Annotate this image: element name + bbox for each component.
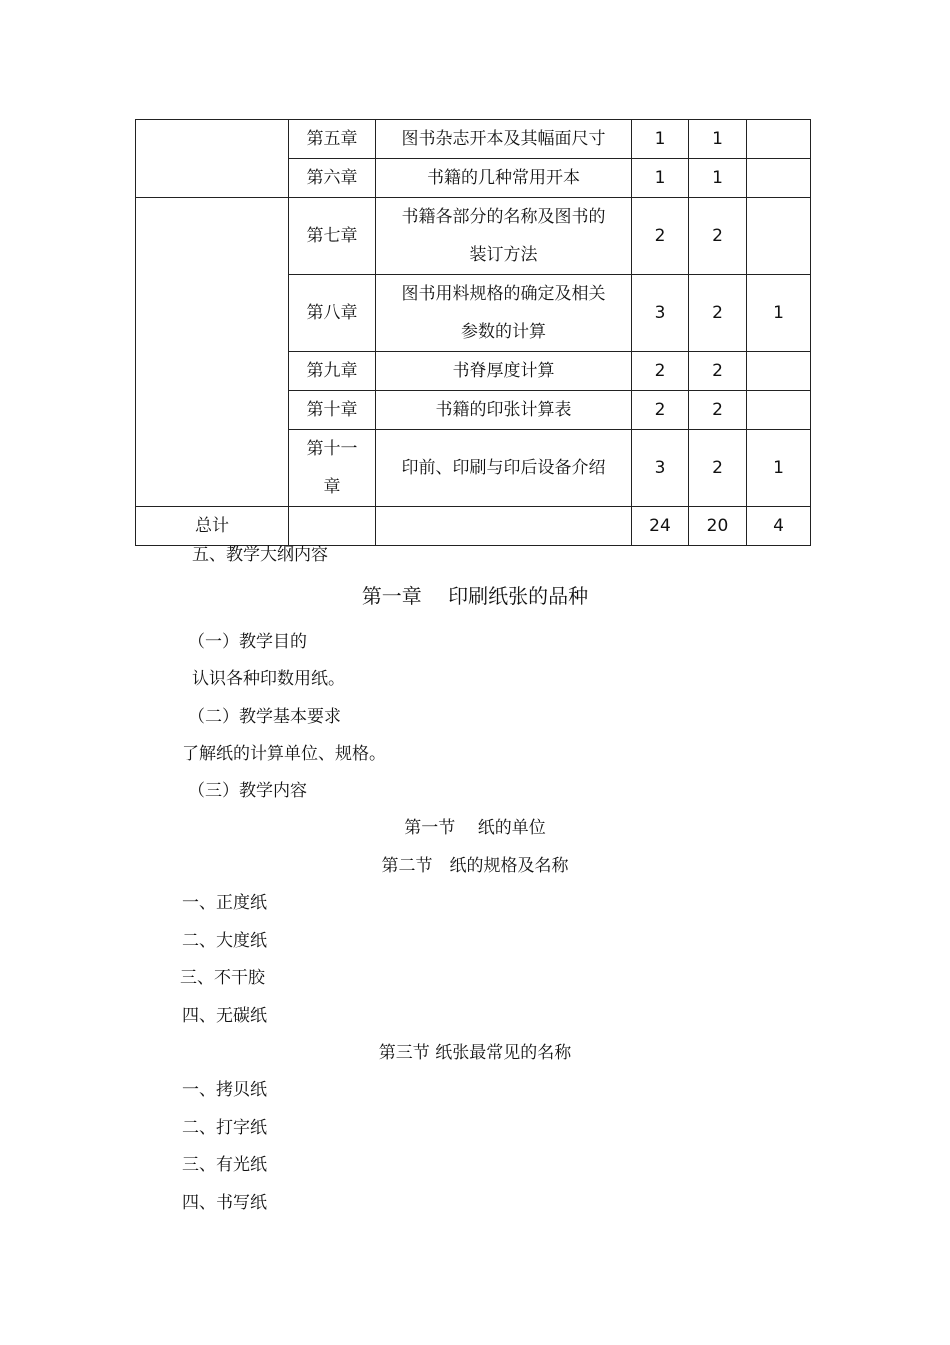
total-hours-cell: 2 [632,391,689,430]
practice-hours-cell [747,159,811,198]
chapter-title: 第一章 印刷纸张的品种 [361,584,589,608]
topic-line: 图书用料规格的确定及相关 [401,284,606,304]
topic-cell: 印前、印刷与印后设备介绍 [376,430,632,507]
chapter-line: 第十一 [306,439,358,459]
topic-cell: 书籍的印张计算表 [376,391,632,430]
topic-line: 装订方法 [469,245,538,265]
list-item: 二、大度纸 [182,931,267,951]
objective-heading: （一）教学目的 [188,632,307,652]
chapter-cell: 第十章 [289,391,376,430]
section-title: 第二节 纸的规格及名称 [381,856,569,876]
course-schedule-table [135,119,811,546]
lecture-hours-cell: 1 [689,120,747,159]
list-item: 四、书写纸 [182,1193,267,1213]
requirement-text: 了解纸的计算单位、规格。 [182,744,386,764]
list-item: 三、不干胶 [180,968,265,988]
practice-hours-cell [747,391,811,430]
practice-hours-cell [747,120,811,159]
lecture-hours-cell: 1 [689,159,747,198]
summary-lecture-cell: 20 [689,507,747,546]
list-item: 三、有光纸 [182,1155,267,1175]
practice-hours-cell: 1 [747,275,811,352]
practice-hours-cell: 1 [747,430,811,507]
chapter-cell: 第五章 [289,120,376,159]
list-item: 一、正度纸 [182,893,267,913]
lecture-hours-cell: 2 [689,275,747,352]
topic-cell: 书脊厚度计算 [376,352,632,391]
practice-hours-cell [747,198,811,275]
lecture-hours-cell: 2 [689,430,747,507]
table-cell-group [136,120,289,198]
chapter-cell: 第六章 [289,159,376,198]
list-item: 四、无碳纸 [182,1006,267,1026]
topic-line: 参数的计算 [461,322,546,342]
topic-cell: 书籍的几种常用开本 [376,159,632,198]
list-item: 一、拷贝纸 [182,1080,267,1100]
content-heading: （三）教学内容 [188,781,307,801]
table-row [136,120,811,159]
total-hours-cell: 3 [632,275,689,352]
total-hours-cell: 2 [632,198,689,275]
summary-total-cell: 24 [632,507,689,546]
lecture-hours-cell: 2 [689,198,747,275]
lecture-hours-cell: 2 [689,352,747,391]
total-hours-cell: 3 [632,430,689,507]
summary-label-cell: 总计 [136,507,289,546]
summary-practice-cell: 4 [747,507,811,546]
summary-row [136,507,811,546]
table-cell-group [136,198,289,507]
topic-cell [376,198,632,275]
list-item: 二、打字纸 [182,1118,267,1138]
section-title: 第三节 纸张最常见的名称 [378,1043,572,1063]
chapter-cell: 第八章 [289,275,376,352]
topic-cell: 图书杂志开本及其幅面尺寸 [376,120,632,159]
topic-cell [376,275,632,352]
section-title: 第一节 纸的单位 [404,818,546,838]
table-cell-empty [289,507,376,546]
practice-hours-cell [747,352,811,391]
total-hours-cell: 1 [632,120,689,159]
chapter-cell [289,430,376,507]
lecture-hours-cell: 2 [689,391,747,430]
total-hours-cell: 2 [632,352,689,391]
chapter-cell: 第九章 [289,352,376,391]
total-hours-cell: 1 [632,159,689,198]
topic-line: 书籍各部分的名称及图书的 [401,207,606,227]
chapter-cell: 第七章 [289,198,376,275]
chapter-line: 章 [323,477,341,497]
objective-text: 认识各种印数用纸。 [192,669,345,689]
requirement-heading: （二）教学基本要求 [188,707,341,727]
table-row [136,198,811,275]
table-cell-empty [376,507,632,546]
section-heading: 五、教学大纲内容 [192,545,328,565]
